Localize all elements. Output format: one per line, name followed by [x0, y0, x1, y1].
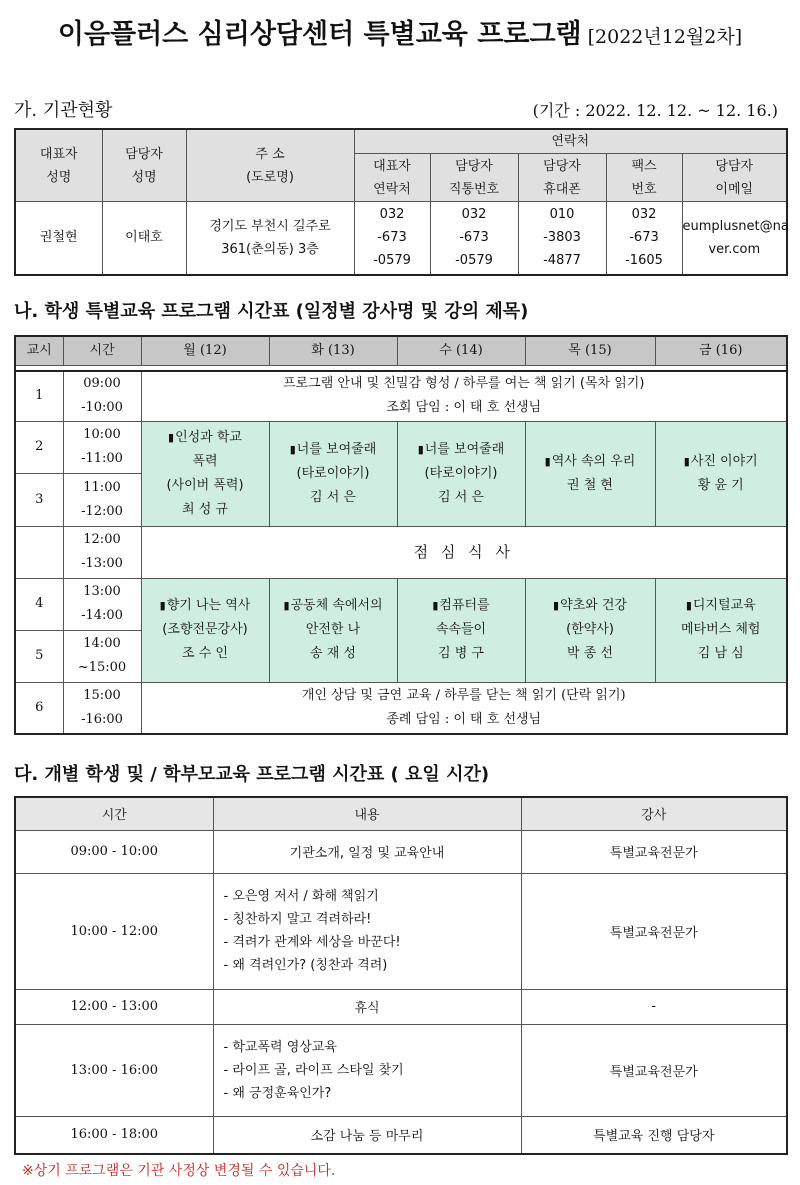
class-thu-am: ▮역사 속의 우리 권 철 현 — [525, 421, 655, 526]
header-mgr-name: 담당자 성명 — [102, 129, 186, 202]
header-fri: 금 (16) — [655, 336, 787, 365]
header-email: 당담자 이메일 — [682, 154, 787, 202]
period-time: 13:00 -14:00 — [63, 578, 141, 630]
row-instructor: 특별교육전문가 — [521, 873, 787, 989]
fax: 032 -673 -1605 — [606, 202, 682, 275]
section-ga-heading: 가. 기관현황 — [14, 100, 113, 121]
header-rep-name: 대표자 성명 — [15, 129, 102, 202]
rep-phone: 032 -673 -0579 — [354, 202, 430, 275]
period-time: 11:00 -12:00 — [63, 474, 141, 527]
header-mgr-direct: 담당자 직통번호 — [430, 154, 518, 202]
table-row — [15, 989, 787, 1024]
page-title-main: 이음플러스 심리상담센터 특별교육 프로그램 — [57, 19, 582, 50]
section-ga-period: (기간 : 2022. 12. 12. ~ 12. 16.) — [532, 101, 778, 120]
timetable-header-row — [15, 336, 787, 365]
class-fri-pm: ▮디지털교육 메타버스 체험 김 남 심 — [655, 578, 787, 682]
row-time: 09:00 - 10:00 — [15, 830, 213, 873]
institution-table — [14, 128, 788, 276]
row-instructor: 특별교육 진행 담당자 — [521, 1116, 787, 1154]
address: 경기도 부천시 길주로 361(춘의동) 3층 — [186, 202, 354, 275]
header-content: 내용 — [213, 797, 521, 830]
table-row — [15, 1116, 787, 1154]
mgr-direct: 032 -673 -0579 — [430, 202, 518, 275]
page-title-sub: [2022년12월2차] — [587, 26, 743, 48]
row-content: 소감 나눔 등 마무리 — [213, 1116, 521, 1154]
period-no: 1 — [15, 371, 63, 421]
row-time: 10:00 - 12:00 — [15, 873, 213, 989]
header-thu: 목 (15) — [525, 336, 655, 365]
row-content: - 오은영 저서 / 화해 책읽기 - 칭찬하지 말고 격려하라! - 격려가 관계와 세상을 바꾼다! - 왜 격려인가? (칭찬과 격려) — [213, 873, 521, 989]
class-fri-am: ▮사진 이야기 황 윤 기 — [655, 421, 787, 526]
header-fax: 팩스 번호 — [606, 154, 682, 202]
period-1-content: 프로그램 안내 및 친밀감 형성 / 하루를 여는 책 읽기 (목차 읽기) 조회 담임 : 이 태 호 선생님 — [141, 371, 787, 421]
row-time: 13:00 - 16:00 — [15, 1024, 213, 1116]
class-mon-pm: ▮향기 나는 역사 (조향전문강사) 조 수 인 — [141, 578, 269, 682]
period-time: 14:00 ~15:00 — [63, 630, 141, 682]
parent-timetable — [14, 796, 788, 1155]
header-time: 시간 — [15, 797, 213, 830]
footnote: ※상기 프로그램은 기관 사정상 변경될 수 있습니다. — [22, 1163, 336, 1179]
period-no: 3 — [15, 474, 63, 527]
table-row — [15, 1024, 787, 1116]
period-no — [15, 526, 63, 578]
period-no: 5 — [15, 630, 63, 682]
section-da-heading: 다. 개별 학생 및 / 학부모교육 프로그램 시간표 ( 요일 시간) — [14, 764, 490, 785]
header-tue: 화 (13) — [269, 336, 397, 365]
header-mgr-mobile: 담당자 휴대폰 — [518, 154, 606, 202]
period-no: 6 — [15, 682, 63, 734]
header-contact: 연락처 — [354, 129, 787, 154]
class-wed-pm: ▮컴퓨터를 속속들이 김 병 구 — [397, 578, 525, 682]
class-mon-am: ▮인성과 학교 폭력 (사이버 폭력) 최 성 규 — [141, 421, 269, 526]
class-wed-am: ▮너를 보여줄래 (타로이야기) 김 서 은 — [397, 421, 525, 526]
mgr-mobile: 010 -3803 -4877 — [518, 202, 606, 275]
period-time: 12:00 -13:00 — [63, 526, 141, 578]
row-time: 12:00 - 13:00 — [15, 989, 213, 1024]
period-time: 10:00 -11:00 — [63, 421, 141, 474]
row-time: 16:00 - 18:00 — [15, 1116, 213, 1154]
section-na-heading: 나. 학생 특별교육 프로그램 시간표 (일정별 강사명 및 강의 제목) — [14, 301, 529, 322]
row-content: 휴식 — [213, 989, 521, 1024]
table-row — [15, 873, 787, 989]
header-mon: 월 (12) — [141, 336, 269, 365]
rep-name: 권철현 — [15, 202, 102, 275]
row-instructor: - — [521, 989, 787, 1024]
row-instructor: 특별교육전문가 — [521, 830, 787, 873]
header-time: 시간 — [63, 336, 141, 365]
mgr-name: 이태호 — [102, 202, 186, 275]
page-title — [0, 12, 800, 51]
class-tue-pm: ▮공동체 속에서의 안전한 나 송 재 성 — [269, 578, 397, 682]
row-instructor: 특별교육전문가 — [521, 1024, 787, 1116]
row-content: 기관소개, 일정 및 교육안내 — [213, 830, 521, 873]
period-time: 15:00 -16:00 — [63, 682, 141, 734]
header-period: 교시 — [15, 336, 63, 365]
header-rep-phone: 대표자 연락처 — [354, 154, 430, 202]
table-row — [15, 830, 787, 873]
header-wed: 수 (14) — [397, 336, 525, 365]
period-6-content: 개인 상담 및 금연 교육 / 하루를 닫는 책 읽기 (단락 읽기) 종례 담임 : 이 태 호 선생님 — [141, 682, 787, 734]
student-timetable — [14, 335, 788, 735]
header-address: 주 소 (도로명) — [186, 129, 354, 202]
period-time: 09:00 -10:00 — [63, 371, 141, 421]
lunch-cell: 점 심 식 사 — [141, 526, 787, 578]
period-no: 2 — [15, 421, 63, 474]
class-thu-pm: ▮약초와 건강 (한약사) 박 종 선 — [525, 578, 655, 682]
header-instructor: 강사 — [521, 797, 787, 830]
period-no: 4 — [15, 578, 63, 630]
row-content: - 학교폭력 영상교육 - 라이프 골, 라이프 스타일 찾기 - 왜 긍정훈육인가? — [213, 1024, 521, 1116]
parent-table-header — [15, 797, 787, 830]
email: eumplusnet@na ver.com — [682, 202, 787, 275]
class-tue-am: ▮너를 보여줄래 (타로이야기) 김 서 은 — [269, 421, 397, 526]
